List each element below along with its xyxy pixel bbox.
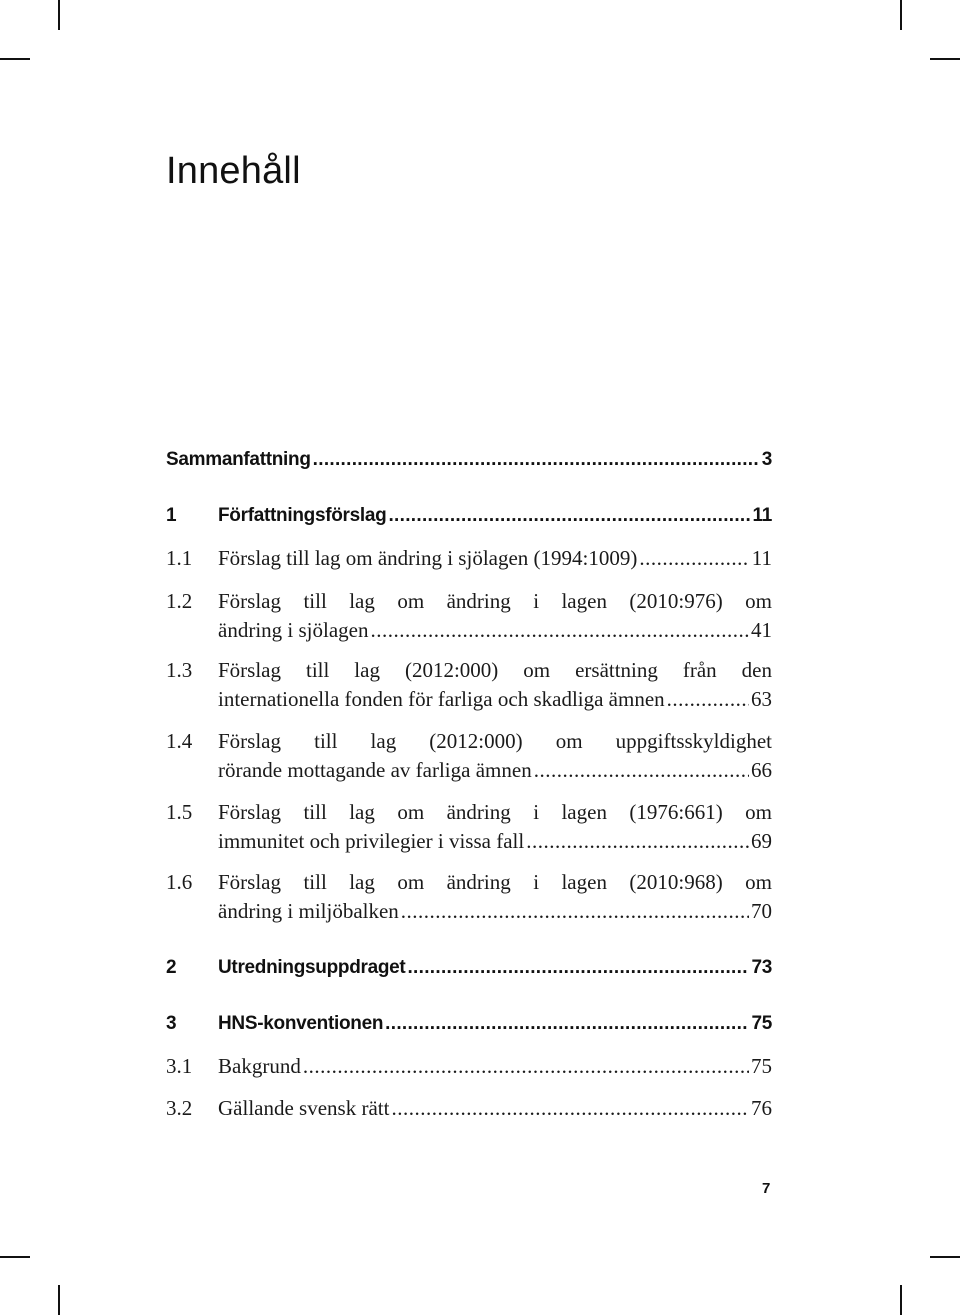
toc-entry-number: 2 xyxy=(166,957,177,978)
toc-page-number: 76 xyxy=(751,1096,772,1120)
crop-mark xyxy=(930,58,960,60)
dot-leader xyxy=(526,827,749,856)
toc-entry-label: Förslag till lag (2012:000) om ersättning från den xyxy=(218,658,772,682)
toc-page-number: 73 xyxy=(751,957,772,978)
toc-entry-number: 1.6 xyxy=(166,870,193,894)
dot-leader xyxy=(401,897,749,926)
toc-entry-section-1-1[interactable] xyxy=(166,544,772,573)
toc-entry-number: 3 xyxy=(166,1013,177,1034)
dot-leader xyxy=(407,957,749,979)
toc-entry-summary[interactable] xyxy=(166,449,772,471)
toc-page-number: 70 xyxy=(751,899,772,923)
crop-mark xyxy=(900,1285,902,1315)
dot-leader xyxy=(385,1013,749,1035)
toc-entry-number: 1.3 xyxy=(166,658,193,682)
toc-entry-number: 3.2 xyxy=(166,1096,193,1120)
toc-entry-number: 1.2 xyxy=(166,589,193,613)
toc-page-number: 66 xyxy=(751,758,772,782)
crop-mark xyxy=(0,58,30,60)
toc-entry-label: Sammanfattning xyxy=(166,449,311,470)
toc-entry-label: Förslag till lag om ändring i lagen (2010:968) om xyxy=(218,870,772,894)
toc-entry-number: 1.1 xyxy=(166,546,193,570)
page-title: Innehåll xyxy=(166,150,301,192)
toc-page-number: 69 xyxy=(751,829,772,853)
dot-leader xyxy=(313,449,760,471)
toc-entry-label: HNS-konventionen xyxy=(218,1013,384,1034)
toc-entry-label-continued: rörande mottagande av farliga ämnen xyxy=(218,758,532,782)
toc-entry-number: 1.5 xyxy=(166,800,193,824)
toc-entry-section-1-4[interactable] xyxy=(166,727,772,785)
crop-mark xyxy=(0,1256,30,1258)
dot-leader xyxy=(391,1094,749,1123)
crop-mark xyxy=(900,0,902,30)
toc-entry-label: Författningsförslag xyxy=(218,505,387,526)
toc-entry-number: 3.1 xyxy=(166,1054,193,1078)
toc-page-number: 63 xyxy=(751,687,772,711)
toc-page-number: 75 xyxy=(751,1013,772,1034)
toc-entry-label: Gällande svensk rätt xyxy=(218,1096,390,1120)
toc-entry-label-continued: ändring i sjölagen xyxy=(218,618,369,642)
toc-entry-chapter-2[interactable] xyxy=(166,957,772,979)
crop-mark xyxy=(930,1256,960,1258)
toc-entry-label: Förslag till lag (2012:000) om uppgiftsskyldighet xyxy=(218,729,772,753)
toc-entry-section-1-5[interactable] xyxy=(166,798,772,856)
toc-page-number: 41 xyxy=(751,618,772,642)
dot-leader xyxy=(667,685,749,714)
toc-entry-chapter-1[interactable] xyxy=(166,505,772,527)
toc-entry-label: Utredningsuppdraget xyxy=(218,957,406,978)
toc-page-number: 75 xyxy=(751,1054,772,1078)
toc-entry-label: Förslag till lag om ändring i lagen (1976:661) om xyxy=(218,800,772,824)
crop-mark xyxy=(58,0,60,30)
toc-entry-label-continued: internationella fonden för farliga och skadliga ämnen xyxy=(218,687,665,711)
dot-leader xyxy=(303,1052,749,1081)
toc-entry-number: 1 xyxy=(166,505,177,526)
dot-leader xyxy=(534,756,749,785)
page-number: 7 xyxy=(762,1180,771,1197)
dot-leader xyxy=(370,616,749,645)
toc-entry-section-1-3[interactable] xyxy=(166,656,772,714)
toc-page-number: 11 xyxy=(752,505,772,526)
toc-entry-number: 1.4 xyxy=(166,729,193,753)
crop-mark xyxy=(58,1285,60,1315)
toc-entry-label: Förslag till lag om ändring i sjölagen (1994:1009) xyxy=(218,546,638,570)
toc-entry-label-continued: ändring i miljöbalken xyxy=(218,899,399,923)
toc-entry-section-3-2[interactable] xyxy=(166,1094,772,1123)
dot-leader xyxy=(639,544,749,573)
toc-entry-label-continued: immunitet och privilegier i vissa fall xyxy=(218,829,525,853)
toc-entry-section-1-2[interactable] xyxy=(166,587,772,645)
toc-entry-label: Bakgrund xyxy=(218,1054,301,1078)
toc-entry-section-3-1[interactable] xyxy=(166,1052,772,1081)
toc-page-number: 11 xyxy=(751,546,772,570)
toc-entry-section-1-6[interactable] xyxy=(166,868,772,926)
toc-entry-chapter-3[interactable] xyxy=(166,1013,772,1035)
toc-entry-label: Förslag till lag om ändring i lagen (2010:976) om xyxy=(218,589,772,613)
toc-page-number: 3 xyxy=(761,449,772,470)
dot-leader xyxy=(388,505,750,527)
